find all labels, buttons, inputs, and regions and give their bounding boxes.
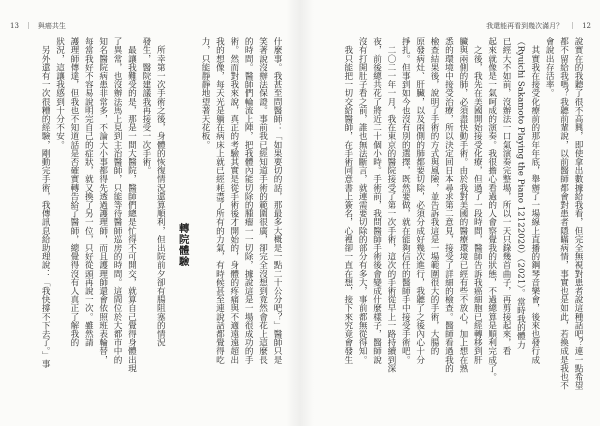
text-column: 我只能把一切交給醫師，在手術同意書上簽名，心裡卻一直在想，接下來究竟會發生 (342, 37, 353, 364)
text-column: 說實在的我聽了很不高興，即使拿出數據給我看，但完全無視對患者說這種話吧？連一點希望 (573, 37, 583, 390)
text-column: 知名醫院病患非常多，不論大小事都得先透過護理師，而且護理師還會依照班表輪替， (97, 37, 108, 364)
left-running-header (10, 21, 66, 31)
book-title: 我還能再看到幾次滿月？ (486, 22, 564, 30)
text-column: 的時間。醫師們輪流上陣，把我體內能切除的腫瘤一一切除，據說這是一場很成功的手 (243, 37, 254, 364)
text-column: 會說出存活率。 (544, 37, 555, 98)
text-column: 發生，醫院建議我再接受一次手術。 (140, 37, 151, 175)
text-column: 夜，前後總共花了將近二十個小時。手術前，我問醫師手術後會變成什麼樣子，醫師說 (371, 37, 382, 364)
text-column: 術。然而對我來說，真正的考驗其實是從手術後才開始的，身體的疼痛與不適遠遠超出 (228, 37, 239, 364)
text-column: 之後，我先在美國開始接受化療，但過了一段時間，醫師告訴我癌細胞已經轉移到肝 (472, 37, 483, 364)
text-column: 都不留給我嗎？我聽前輩說，以前醫師都會對患者隱瞞病情，事實也是如此，若換成是我也不 (558, 37, 569, 390)
text-column: 每當我好不容易說明完自己的症狀，就又換了另一位，只好從頭再說一次。雖然請 (83, 37, 94, 347)
text-column: 了異常，也沒辦法馬上見到主治醫師，只能等待醫師巡房的時間。這間位於大都市中的 (112, 37, 123, 364)
text-column: 悉的環境中接受治療，所以決定回日本尋求第二意見，接受了詳細的檢查。醫師看過我的 (443, 37, 454, 373)
text-column: 臟與兩側的肺，必須盡快動手術。由於我對美國的醫療環境已經有些不放心，加上想在熟 (457, 37, 468, 373)
text-block (198, 37, 284, 393)
text-column: 最讓我難受的是，那是一間大醫院，醫師們總是忙得不可開交，就算自己覺得身體出現 (126, 37, 137, 373)
text-column: 原發病灶、肝臟，以及兩側的肺都要切除，必須分成好幾次進行，我聽了之後內心十分 (414, 37, 425, 364)
text-block (38, 37, 168, 393)
right-running-header (486, 21, 591, 31)
page-number: 13 (10, 22, 19, 30)
text-block (340, 37, 585, 393)
chapter-title: 與癌共生 (37, 22, 66, 30)
text-column: 我的想像，每天光是躺在病床上就已經耗盡了所有的力氣，有時候甚至連說話都覺得吃 (214, 37, 225, 364)
section-heading: 轉院體驗 (176, 223, 189, 267)
text-column: 檢查結果後，說明了手術的方式與風險，並告訴我這是一場範圍很大的手術，大腸的 (429, 37, 440, 356)
text-column: 起來就像是一氣呵成的演奏。我很擔心看過的人會察覺我的狀態，不過總算是順利完成了。 (486, 37, 497, 381)
text-column: 二〇二一年一月，我在東京的醫院接受了第一次手術，這次的手術從早上一路持續到深 (385, 37, 396, 373)
text-column: 什麼事。我甚至問醫師：「如果要切的話，那最多大概是一點二十公分吧？」醫師只是 (272, 37, 282, 364)
text-column: （Ryuichi Sakamoto Playing the Piano 12122020）（2021）。當時我的體力 (515, 37, 526, 349)
text-column: 已經大不如前，沒辦法一口氣演奏完整場，所以一天只錄幾首曲子，再剪接起來，看 (501, 37, 512, 356)
left-page-body (28, 37, 284, 393)
right-page-body (339, 37, 585, 393)
text-column: 掙扎。但事到如今也沒有別的選擇，既然要做，就在能夠信任的醫師手中接受手術吧。 (400, 37, 411, 364)
book-spine-shadow (286, 0, 314, 426)
text-column: 另外還有一次很糟的經驗，剛動完手術，我傳訊息給助理說：「我快撐不下去了。」事 (40, 37, 51, 369)
text-column: 狀況，這讓我感到十分不安。 (54, 37, 65, 149)
text-column: 護理師傳達，但我也不知道話是否確實轉告給了醫師，總覺得沒有人真正了解我的 (68, 37, 79, 347)
header-separator: ｜ (569, 22, 577, 30)
text-column: 沒有打開肚子看之前，誰也無法斷言，就連需要切除的部分有多大，事前都無從得知。 (357, 37, 368, 364)
page-number: 12 (582, 22, 591, 30)
text-column: 力，只能靜靜地望著天花板。 (200, 37, 211, 149)
text-column: 其實我在接受化療前的那年年底，舉辦了一場線上直播的鋼琴音樂會，後來也發行成 (529, 37, 540, 364)
text-column: 笑著說沒辦法保證。事前我已經知道手術的範圍很廣，卻完全沒想到竟然會花上這麼長 (257, 37, 268, 364)
text-column: 所幸第一次手術之後，身體的恢復情況還算順利，但出院前夕卻有腸阻塞的情況 (155, 37, 166, 347)
header-separator: ｜ (24, 22, 32, 30)
